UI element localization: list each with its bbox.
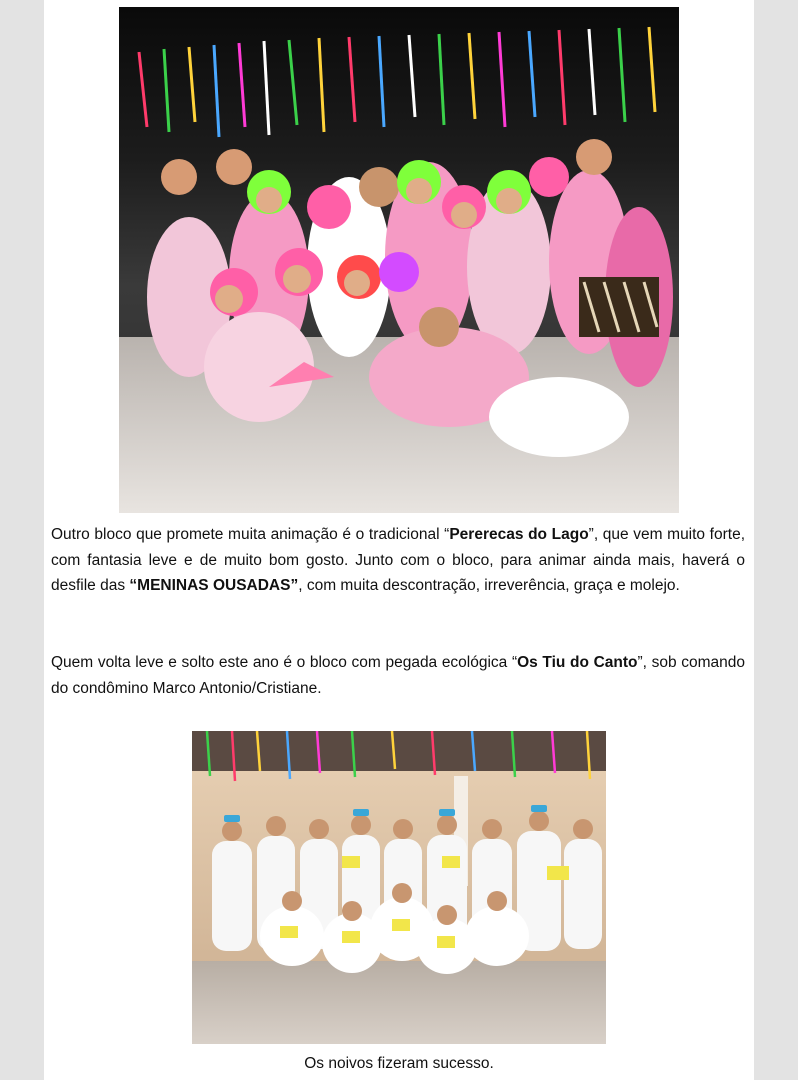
paragraph-text: ”, sob comando do condômino Marco Antonio/Cristiane. — [51, 654, 745, 697]
paragraph-pererecas — [51, 522, 745, 599]
carnival-group-image — [119, 7, 679, 513]
noivos-group-image — [192, 731, 606, 1044]
noivos-group-photo — [192, 731, 606, 1044]
paragraph-text: Outro bloco que promete muita animação é o tradicional “ — [51, 526, 450, 543]
meninas-ousadas-label: “MENINAS OUSADAS” — [129, 577, 299, 594]
paragraph-text: Quem volta leve e solto este ano é o bloco com pegada ecológica “ — [51, 654, 518, 671]
paragraph-text: , com muita descontração, irreverência, graça e molejo. — [298, 577, 680, 594]
bloco-name-tiu-do-canto: Os Tiu do Canto — [517, 654, 638, 671]
paragraph-tiu-do-canto — [51, 650, 745, 701]
article-content — [44, 0, 754, 1080]
paragraph-text: ”, que vem muito forte, com fantasia leve e de muito bom gosto. Junto com o bloco, para animar ainda mais, haverá o desfile das — [51, 526, 746, 594]
bloco-name-pererecas: Pererecas do Lago — [449, 526, 589, 543]
carnival-group-photo — [119, 7, 679, 513]
photo-caption: Os noivos fizeram sucesso. — [304, 1055, 494, 1072]
